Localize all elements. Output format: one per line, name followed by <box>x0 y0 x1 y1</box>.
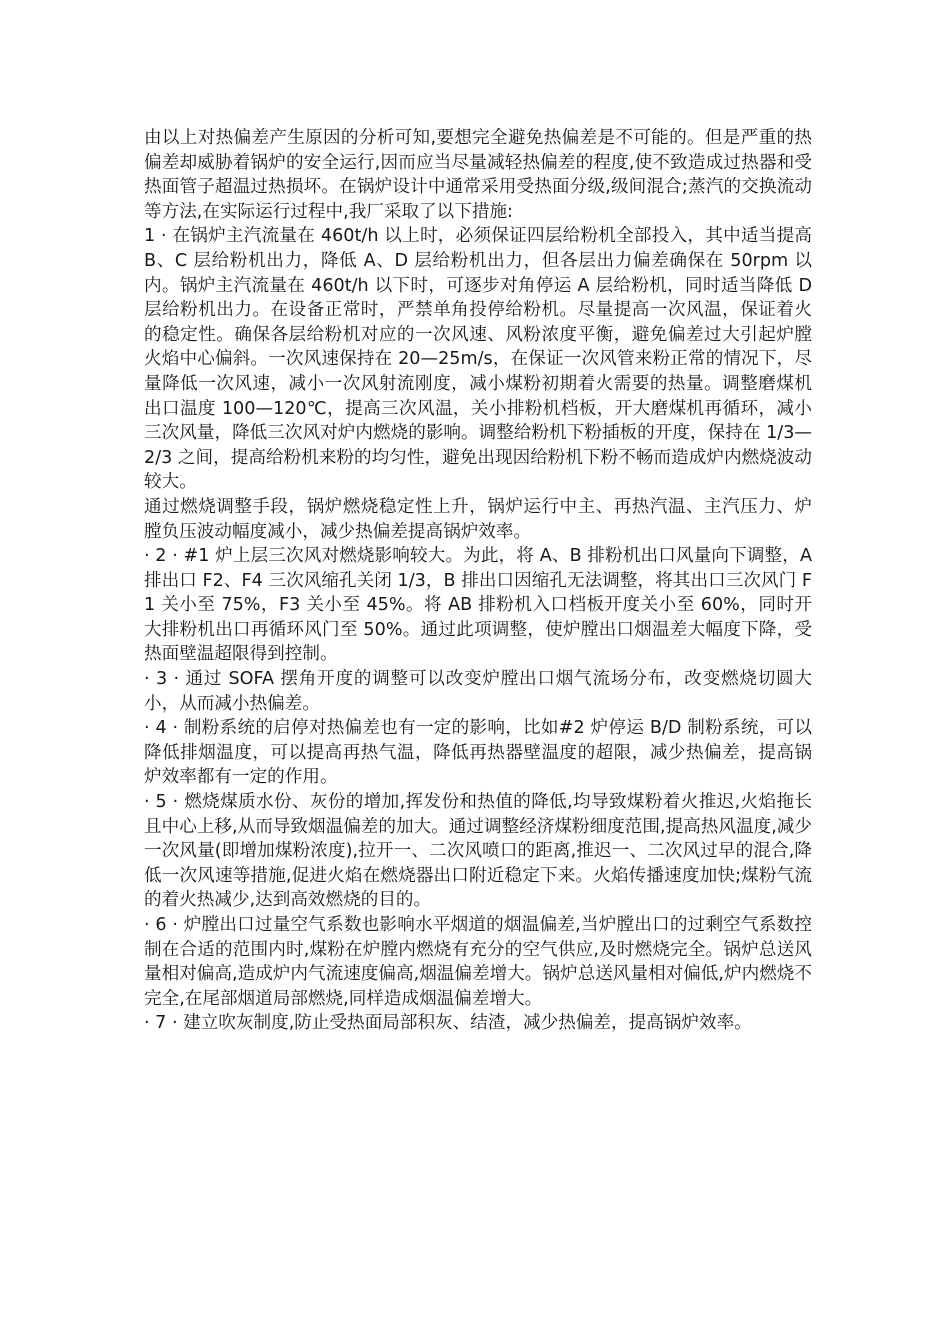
measure-1-paragraph: 1 · 在锅炉主汽流量在 460t/h 以上时，必须保证四层给粉机全部投入，其中适当提高 B、C 层给粉机出力，降低 A、D 层给粉机出力，但各层出力偏差确保在 50rpm 以内。锅炉主汽流量在 460t/h 以下时，可逐步对角停运 A 层给粉机，同时适当降低 D 层给粉机出力。在设备正常时，严禁单角投停给粉机。尽量提高一次风温，保证着火的稳定性。确保各层给粉机对应的一次风速、风粉浓度平衡，避免偏差过大引起炉膛火焰中心偏斜。一次风速保持在 20—25m/s，在保证一次风管来粉正常的情况下，尽量降低一次风速，减小一次风射流刚度，减小煤粉初期着火需要的热量。调整磨煤机出口温度 100—120℃，提高三次风温，关小排粉机档板，开大磨煤机再循环，减小三次风量，降低三次风对炉内燃烧的影响。调整给粉机下粉插板的开度，保持在 1/3—2/3 之间，提高给粉机来粉的均匀性，避免出现因给粉机下粉不畅而造成炉内燃烧波动较大。 <box>144 226 812 493</box>
measure-7-paragraph: · 7 · 建立吹灰制度,防止受热面局部积灰、结渣，减少热偏差，提高锅炉效率。 <box>144 1013 752 1034</box>
document-body <box>144 126 812 1036</box>
measure-2-paragraph: · 2 · #1 炉上层三次风对燃烧影响较大。为此，将 A、B 排粉机出口风量向下调整，A 排出口 F2、F4 三次风缩孔关闭 1/3，B 排出口因缩孔无法调整，将其出口三次风门 F1 关小至 75%，F3 关小至 45%。将 AB 排粉机入口档板开度关小至 60%，同时开大排粉机出口再循环风门至 50%。通过此项调整，使炉膛出口烟温差大幅度下降，受热面壁温超限得到控制。 <box>144 546 812 665</box>
measure-6-paragraph: · 6 · 炉膛出口过量空气系数也影响水平烟道的烟温偏差,当炉膛出口的过剩空气系数控制在合适的范围内时,煤粉在炉膛内燃烧有充分的空气供应,及时燃烧完全。锅炉总送风量相对偏高,造成炉内气流速度偏高,烟温偏差增大。锅炉总送风量相对偏低,炉内燃烧不完全,在尾部烟道局部燃烧,同样造成烟温偏差增大。 <box>144 915 812 1009</box>
measure-5-paragraph: · 5 · 燃烧煤质水份、灰份的增加,挥发份和热值的降低,均导致煤粉着火推迟,火焰拖长且中心上移,从而导致烟温偏差的加大。通过调整经济煤粉细度范围,提高热风温度,减少一次风量(即增加煤粉浓度),拉开一、二次风喷口的距离,推迟一、二次风过早的混合,降低一次风速等措施,促进火焰在燃烧器出口附近稳定下来。火焰传播速度加快;煤粉气流的着火热减少,达到高效燃烧的目的。 <box>144 792 812 911</box>
measure-4-paragraph: · 4 · 制粉系统的启停对热偏差也有一定的影响，比如#2 炉停运 B/D 制粉系统，可以降低排烟温度，可以提高再热气温，降低再热器壁温度的超限，减少热偏差，提高锅炉效率都有一定的作用。 <box>144 718 812 788</box>
summary-paragraph: 通过燃烧调整手段，锅炉燃烧稳定性上升，锅炉运行中主、再热汽温、主汽压力、炉膛负压波动幅度减小，减少热偏差提高锅炉效率。 <box>144 496 812 542</box>
intro-paragraph: 由以上对热偏差产生原因的分析可知,要想完全避免热偏差是不可能的。但是严重的热偏差却威胁着锅炉的安全运行,因而应当尽量减轻热偏差的程度,使不致造成过热器和受热面管子超温过热损坏。在锅炉设计中通常采用受热面分级,级间混合;蒸汽的交换流动等方法,在实际运行过程中,我厂采取了以下措施: <box>144 128 812 222</box>
measure-3-paragraph: · 3 · 通过 SOFA 摆角开度的调整可以改变炉膛出口烟气流场分布，改变燃烧切圆大小，从而减小热偏差。 <box>144 669 812 714</box>
